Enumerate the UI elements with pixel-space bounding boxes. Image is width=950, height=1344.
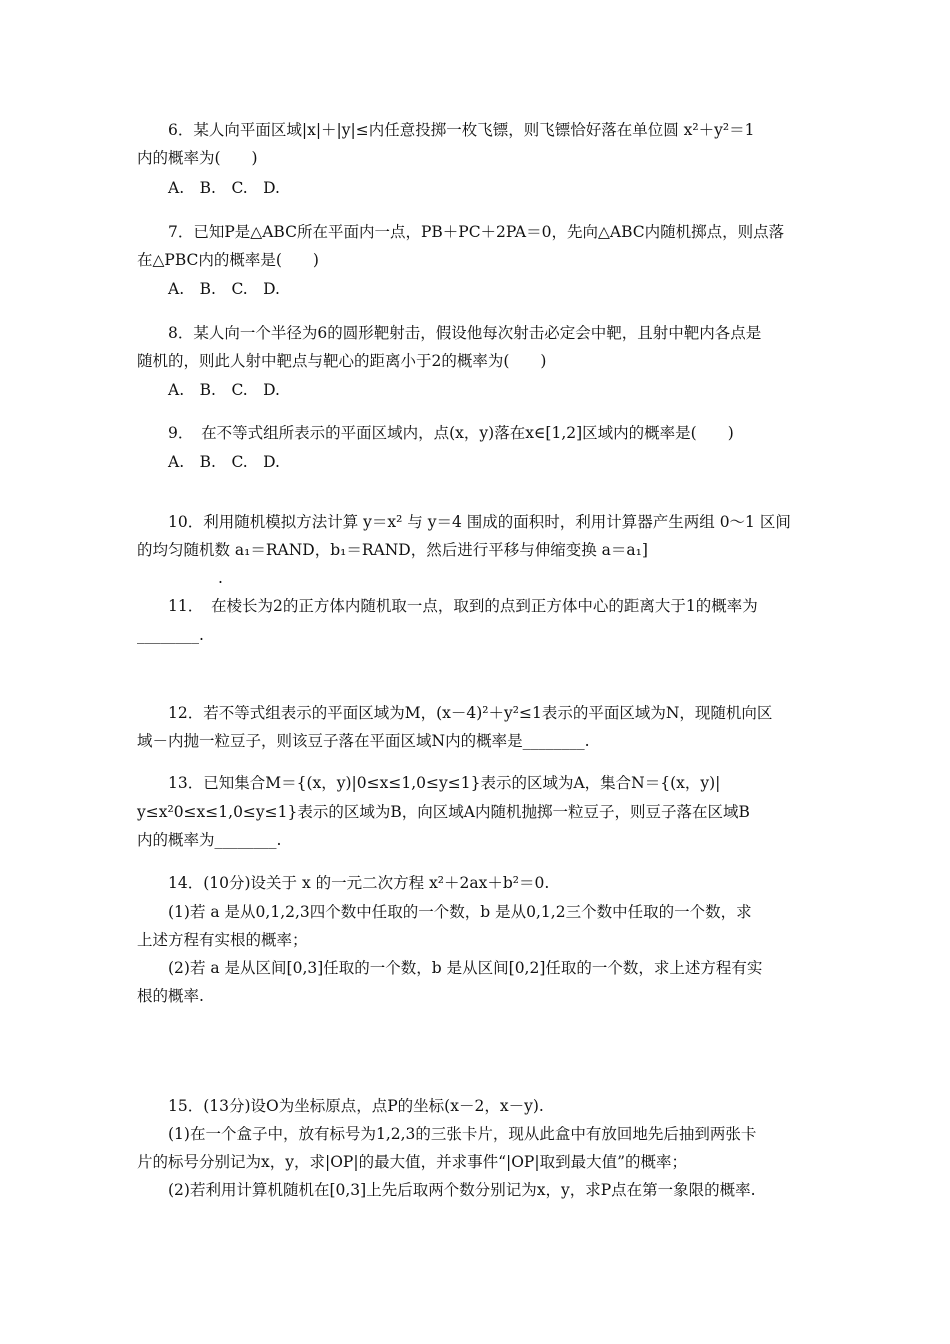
q10-line3: . bbox=[218, 569, 223, 587]
q11-line1: 11． 在棱长为2的正方体内随机取一点，取到的点到正方体中心的距离大于1的概率为 bbox=[168, 597, 758, 615]
q6-line1: 6．某人向平面区域|x|＋|y|≤内任意投掷一枚飞镖，则飞镖恰好落在单位圆 x²＋y²＝1 bbox=[168, 121, 755, 139]
q7-line1: 7．已知P是△ABC所在平面内一点，PB＋PC＋2PA＝0，先向△ABC内随机掷点，则点落 bbox=[168, 223, 785, 241]
q14-line1: 14．(10分)设关于 x 的一元二次方程 x²＋2ax＋b²＝0. bbox=[168, 874, 550, 892]
q8-options: A. B. C. D. bbox=[168, 381, 280, 399]
q12-line2: 域－内抛一粒豆子，则该豆子落在平面区域N内的概率是________. bbox=[137, 732, 590, 750]
q14-part2-line1: (2)若 a 是从区间[0,3]任取的一个数，b 是从区间[0,2]任取的一个数，求上述方程有实 bbox=[168, 959, 763, 977]
q15-part2-line1: (2)若利用计算机随机在[0,3]上先后取两个数分别记为x，y，求P点在第一象限的概率. bbox=[168, 1181, 756, 1199]
q15-part1-line2: 片的标号分别记为x，y，求|OP|的最大值，并求事件“|OP|取到最大值”的概率； bbox=[137, 1153, 688, 1171]
q10-line1: 10．利用随机模拟方法计算 y＝x² 与 y＝4 围成的面积时，利用计算器产生两组 0～1 区间 bbox=[168, 513, 791, 531]
q8-line2: 随机的，则此人射中靶点与靶心的距离小于2的概率为( ) bbox=[137, 352, 547, 370]
q10-line2: 的均匀随机数 a₁＝RAND，b₁＝RAND，然后进行平移与伸缩变换 a＝a₁] bbox=[137, 541, 648, 559]
q13-line1: 13．已知集合M＝{(x，y)|0≤x≤1,0≤y≤1}表示的区域为A，集合N＝{(x，y)| bbox=[168, 774, 721, 792]
q13-line3: 内的概率为________. bbox=[137, 831, 282, 849]
q7-line2: 在△PBC内的概率是( ) bbox=[137, 251, 319, 269]
q14-part2-line2: 根的概率. bbox=[137, 987, 204, 1005]
q15-part1-line1: (1)在一个盒子中，放有标号为1,2,3的三张卡片，现从此盒中有放回地先后抽到两张卡 bbox=[168, 1125, 757, 1143]
q6-line2: 内的概率为( ) bbox=[137, 149, 258, 167]
q13-line2: y≤x²0≤x≤1,0≤y≤1}表示的区域为B，向区域A内随机抛掷一粒豆子，则豆子落在区域B bbox=[137, 803, 750, 821]
q14-part1-line2: 上述方程有实根的概率； bbox=[137, 931, 308, 949]
q6-options: A. B. C. D. bbox=[168, 179, 280, 197]
q7-options: A. B. C. D. bbox=[168, 280, 280, 298]
q15-line1: 15．(13分)设O为坐标原点，点P的坐标(x－2，x－y). bbox=[168, 1097, 544, 1115]
q8-line1: 8．某人向一个半径为6的圆形靶射击，假设他每次射击必定会中靶，且射中靶内各点是 bbox=[168, 324, 762, 342]
q9-options: A. B. C. D. bbox=[168, 453, 280, 471]
q9-line1: 9． 在不等式组所表示的平面区域内，点(x，y)落在x∈[1,2]区域内的概率是( ) bbox=[168, 424, 734, 442]
q14-part1-line1: (1)若 a 是从0,1,2,3四个数中任取的一个数，b 是从0,1,2三个数中任取的一个数，求 bbox=[168, 903, 752, 921]
q12-line1: 12．若不等式组表示的平面区域为M，(x－4)²＋y²≤1表示的平面区域为N，现随机向区 bbox=[168, 704, 773, 722]
q11-line2: ________. bbox=[137, 626, 204, 644]
